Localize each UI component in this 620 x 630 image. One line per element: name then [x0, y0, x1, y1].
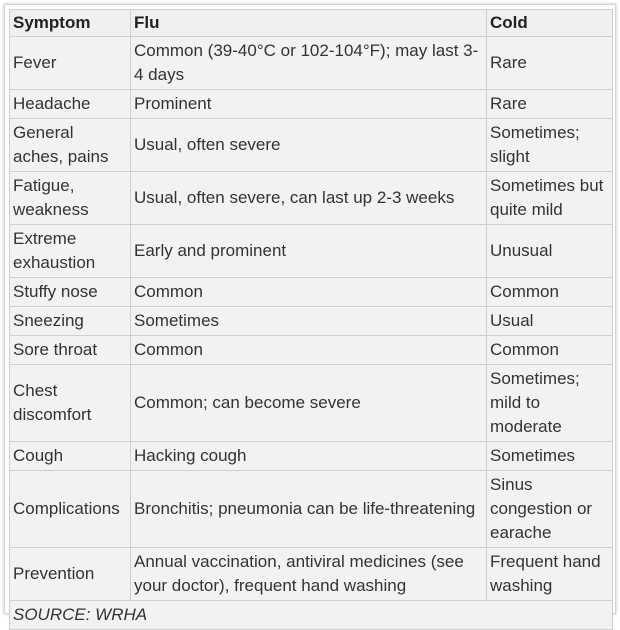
table-row	[10, 90, 613, 119]
table-row	[10, 365, 613, 442]
symptom-cell: Chest discomfort	[10, 365, 131, 442]
table-row	[10, 225, 613, 278]
cold-cell: Sometimes	[487, 442, 613, 471]
header-row	[10, 10, 613, 37]
flu-cell: Usual, often severe, can last up 2-3 weeks	[131, 172, 487, 225]
header-flu: Flu	[131, 10, 487, 37]
cold-cell: Sinus congestion or earache	[487, 471, 613, 548]
header-cold: Cold	[487, 10, 613, 37]
flu-cell: Prominent	[131, 90, 487, 119]
cold-cell: Frequent hand washing	[487, 548, 613, 601]
symptom-cell: Headache	[10, 90, 131, 119]
symptom-cell: Sore throat	[10, 336, 131, 365]
symptom-cell: Fatigue, weakness	[10, 172, 131, 225]
header-symptom: Symptom	[10, 10, 131, 37]
cold-cell: Unusual	[487, 225, 613, 278]
table-row	[10, 37, 613, 90]
cold-cell: Usual	[487, 307, 613, 336]
source-row	[10, 601, 613, 630]
cold-cell: Common	[487, 278, 613, 307]
cold-cell: Rare	[487, 90, 613, 119]
table-row	[10, 172, 613, 225]
symptom-cell: Fever	[10, 37, 131, 90]
flu-cell: Early and prominent	[131, 225, 487, 278]
flu-cell: Common	[131, 278, 487, 307]
symptom-cell: Extreme exhaustion	[10, 225, 131, 278]
table-row	[10, 471, 613, 548]
symptom-cell: Prevention	[10, 548, 131, 601]
flu-cell: Sometimes	[131, 307, 487, 336]
cold-cell: Sometimes; mild to moderate	[487, 365, 613, 442]
symptom-cell: Stuffy nose	[10, 278, 131, 307]
symptom-cell: General aches, pains	[10, 119, 131, 172]
cold-cell: Sometimes but quite mild	[487, 172, 613, 225]
cold-cell: Rare	[487, 37, 613, 90]
flu-cell: Bronchitis; pneumonia can be life-threatening	[131, 471, 487, 548]
cold-cell: Common	[487, 336, 613, 365]
symptom-cell: Sneezing	[10, 307, 131, 336]
table-frame	[4, 4, 616, 624]
source-note: SOURCE: WRHA	[10, 601, 613, 630]
flu-cell: Annual vaccination, antiviral medicines (see your doctor), frequent hand washing	[131, 548, 487, 601]
symptom-cell: Cough	[10, 442, 131, 471]
table-row	[10, 278, 613, 307]
flu-cell: Common; can become severe	[131, 365, 487, 442]
flu-cell: Common (39-40°C or 102-104°F); may last 3-4 days	[131, 37, 487, 90]
symptom-cell: Complications	[10, 471, 131, 548]
table-row	[10, 307, 613, 336]
cold-cell: Sometimes; slight	[487, 119, 613, 172]
flu-cell: Usual, often severe	[131, 119, 487, 172]
table-row	[10, 442, 613, 471]
flu-cell: Common	[131, 336, 487, 365]
table-row	[10, 119, 613, 172]
flu-cell: Hacking cough	[131, 442, 487, 471]
flu-vs-cold-table	[9, 9, 613, 630]
table-row	[10, 548, 613, 601]
table-row	[10, 336, 613, 365]
